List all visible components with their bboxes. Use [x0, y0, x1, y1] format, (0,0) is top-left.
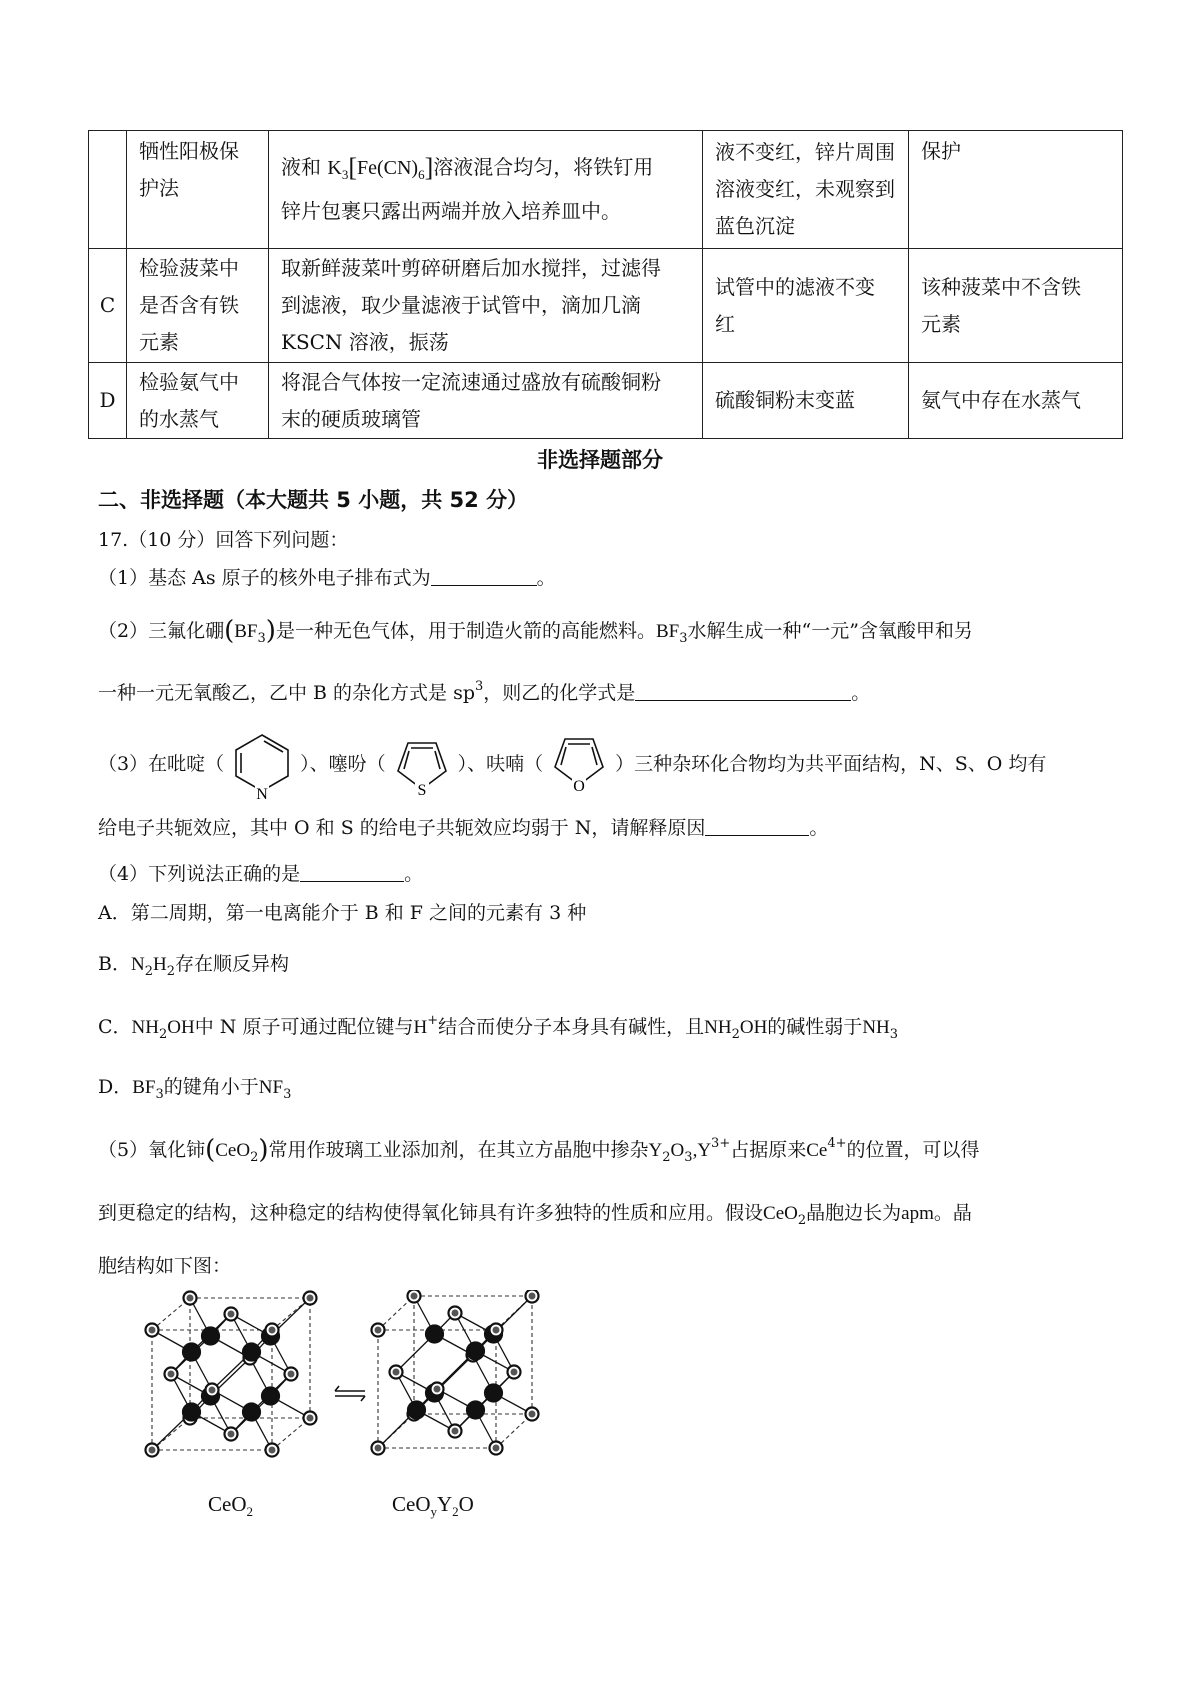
pyridine-structure — [224, 729, 300, 801]
conclusion-cell: 保护 — [909, 131, 1123, 249]
phenomenon-line: 液不变红，锌片周围 — [715, 140, 895, 164]
table-row — [89, 249, 1123, 363]
phenomenon-cell: 试管中的滤液不变 红 — [703, 249, 909, 363]
row-label: C — [89, 249, 127, 363]
part-title: 二、非选择题（本大题共 5 小题，共 52 分） — [98, 488, 529, 512]
sub-question-4: （4）下列说法正确的是 。 — [98, 863, 424, 885]
oxygen-atom — [183, 1404, 200, 1421]
oxygen-atom — [467, 1402, 484, 1419]
option-c: C．$NH_2OH$中 N 原子可通过配位键与H+结合而使分子本身具有碱性，且$NH_2OH$的碱性弱于$NH_3$ — [98, 1013, 899, 1042]
answer-blank[interactable] — [300, 863, 404, 882]
method-cell: 检验菠菜中 是否含有铁 元素 — [127, 249, 269, 363]
operation-line: 液和 $K_3[Fe(CN)_6]$溶液混合均匀，将铁钉用 — [281, 153, 654, 182]
conclusion-cell: 氨气中存在水蒸气 — [909, 363, 1123, 439]
option-b: B．$N_2H_2$存在顺反异构 — [98, 953, 290, 979]
phenomenon-cell — [703, 131, 909, 249]
conclusion-cell: 该种菠菜中不含铁 元素 — [909, 249, 1123, 363]
equilibrium-arrow — [335, 1386, 365, 1401]
sub-question-3: （3）在吡啶（ N ）、噻吩（ S ）、呋喃（ O ）三种杂环化合物均为共平面结构，N、S、O 均有 — [98, 728, 1046, 801]
ceo2-unit-cell — [146, 1292, 317, 1457]
phenomenon-cell: 硫酸铜粉末变蓝 — [703, 363, 909, 439]
operation-line: 锌片包裹只露出两端并放入培养皿中。 — [281, 199, 621, 223]
sulfur-atom-label: S — [417, 782, 427, 799]
experiment-table — [88, 130, 1123, 439]
answer-blank[interactable] — [705, 817, 809, 836]
operation-cell: 取新鲜菠菜叶剪碎研磨后加水搅拌，过滤得 到滤液，取少量滤液于试管中，滴加几滴 KSCN 溶液，振荡 — [269, 249, 703, 363]
section-title: 非选择题部分 — [537, 448, 663, 472]
option-d: D．$BF_3$的键角小于$NF_3$ — [98, 1076, 292, 1102]
oxygen-atom — [243, 1344, 260, 1361]
figure-label-doped: $CeO_yY_2O$ — [392, 1492, 474, 1519]
phenomenon-line: 蓝色沉淀 — [715, 214, 795, 238]
answer-blank[interactable] — [635, 682, 851, 701]
furan-structure — [543, 729, 615, 801]
sub-question-3-line2: 给电子共轭效应，其中 O 和 S 的给电子共轭效应均弱于 N，请解释原因 。 — [98, 817, 829, 839]
oxygen-atom — [243, 1404, 260, 1421]
oxygen-atom — [467, 1343, 484, 1360]
option-a: A．第二周期，第一电离能介于 B 和 F 之间的元素有 3 种 — [98, 902, 587, 924]
oxygen-atom — [262, 1388, 279, 1405]
table-row — [89, 363, 1123, 439]
figure-label-ceo2: CeO$_2$ — [208, 1492, 253, 1519]
oxygen-atom — [426, 1326, 443, 1343]
sub-question-1: （1）基态 As 原子的核外电子排布式为 。 — [98, 567, 556, 589]
oxygen-atom — [485, 1385, 502, 1402]
method-line: 牺性阳极保 — [139, 139, 239, 163]
sub-question-2-line2: 一种一元无氧酸乙，乙中 B 的杂化方式是 $sp^3$，则乙的化学式是 。 — [98, 679, 871, 704]
row-label — [89, 131, 127, 249]
ceo2-doped-unit-cell — [372, 1290, 539, 1455]
oxygen-atom-label: O — [573, 778, 585, 795]
crystal-structure-figure — [140, 1290, 580, 1460]
sub-question-5-line2: 到更稳定的结构，这种稳定的结构使得氧化铈具有许多独特的性质和应用。假设CeO$_2$晶胞边长为apm。晶 — [98, 1202, 972, 1228]
oxygen-atom — [408, 1402, 425, 1419]
oxygen-atom — [183, 1344, 200, 1361]
answer-blank[interactable] — [431, 567, 537, 586]
question-stem: 17.（10 分）回答下列问题： — [98, 529, 349, 551]
table-row — [89, 131, 1123, 249]
row-label: D — [89, 363, 127, 439]
sub-question-5: （5）氧化铈(CeO$_2$)常用作玻璃工业添加剂，在其立方晶胞中掺杂$Y_2O_3,Y^{3+}$占据原来$Ce^{4+}$的位置，可以得 — [98, 1135, 980, 1165]
sub-question-2: （2）三氟化硼$(BF_3)$是一种无色气体，用于制造火箭的高能燃料。$BF_3$水解生成一种“一元”含氧酸甲和另 — [98, 616, 973, 646]
method-line: 护法 — [139, 176, 179, 200]
thiophene-structure — [386, 729, 458, 801]
nitrogen-atom-label: N — [256, 786, 268, 801]
operation-cell — [269, 131, 703, 249]
sub-question-5-line3: 胞结构如下图： — [98, 1255, 232, 1277]
phenomenon-line: 溶液变红，未观察到 — [715, 177, 895, 201]
method-cell — [127, 131, 269, 249]
oxygen-atom — [202, 1328, 219, 1345]
method-cell: 检验氨气中 的水蒸气 — [127, 363, 269, 439]
operation-cell: 将混合气体按一定流速通过盛放有硫酸铜粉 末的硬质玻璃管 — [269, 363, 703, 439]
